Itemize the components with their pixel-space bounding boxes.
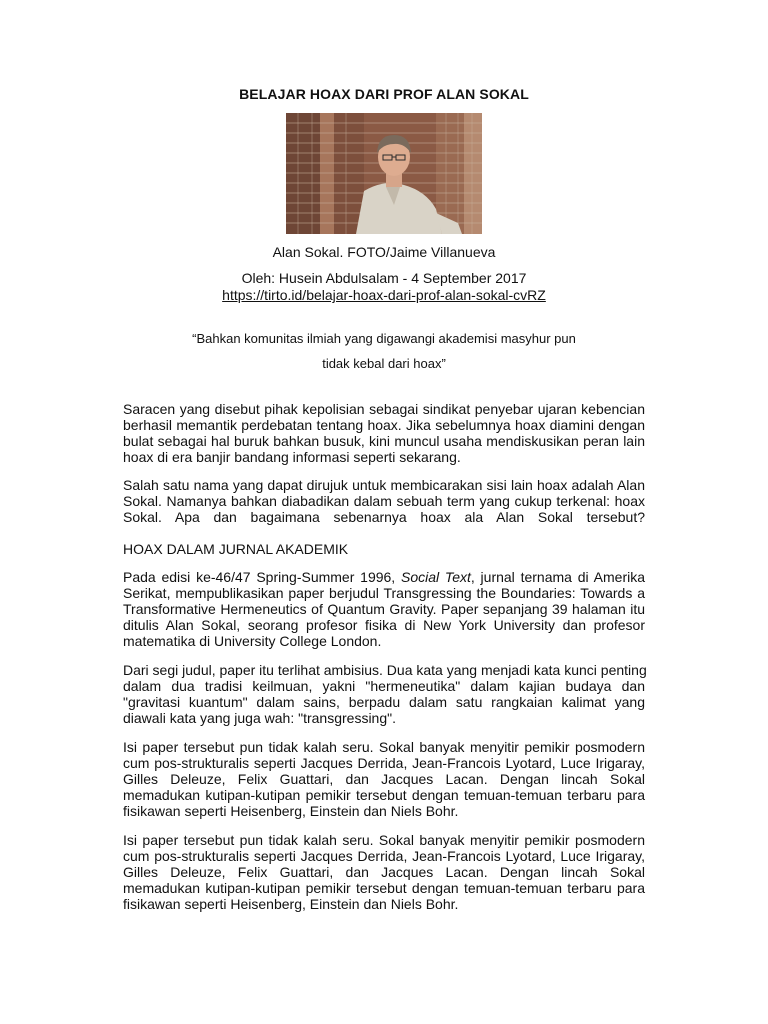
paragraph-line bbox=[123, 569, 645, 585]
source-link[interactable]: https://tirto.id/belajar-hoax-dari-prof-alan-sokal-cvRZ bbox=[222, 287, 546, 303]
paragraph-line: Salah satu nama yang dapat dirujuk untuk membicarakan sisi lain hoax adalah Alan bbox=[123, 477, 645, 493]
paragraph-line: Dari segi judul, paper itu terlihat ambisius. Dua kata yang menjadi kata kunci penting bbox=[123, 662, 647, 678]
paragraph-2 bbox=[123, 477, 645, 525]
paragraph-line: Sokal. Namanya bahkan diabadikan dalam sebuah term yang cukup terkenal: hoax bbox=[123, 493, 645, 509]
paragraph-line: memadukan kutipan-kutipan pemikir tersebut dengan temuan-temuan terbaru para bbox=[123, 787, 645, 803]
pull-quote-line-1: “Bahkan komunitas ilmiah yang digawangi akademisi masyhur pun bbox=[192, 331, 576, 346]
journal-name: Social Text bbox=[401, 569, 471, 585]
paragraph-4 bbox=[123, 662, 645, 726]
paragraph-5 bbox=[123, 739, 645, 819]
paragraph-line: ditulis Alan Sokal, seorang profesor fisika di New York University dan profesor bbox=[123, 617, 645, 633]
section-heading: HOAX DALAM JURNAL AKADEMIK bbox=[123, 541, 349, 557]
author-photo bbox=[286, 113, 482, 234]
paragraph-line: cum pos-strukturalis seperti Jacques Derrida, Jean-Francois Lyotard, Luce Irigaray, bbox=[123, 755, 645, 771]
paragraph-line: berhasil memantik perdebatan tentang hoax. Jika sebelumnya hoax diamini dengan bbox=[123, 417, 645, 433]
paragraph-line: memadukan kutipan-kutipan pemikir tersebut dengan temuan-temuan terbaru para bbox=[123, 880, 645, 896]
paragraph-line: "gravitasi kuantum" dalam sains, berpadu dalam satu rangkaian kalimat yang bbox=[123, 694, 645, 710]
article-title: BELAJAR HOAX DARI PROF ALAN SOKAL bbox=[239, 86, 529, 102]
paragraph-line: Serikat, mempublikasikan paper berjudul Transgressing the Boundaries: Towards a bbox=[123, 585, 645, 601]
paragraph-line: Isi paper tersebut pun tidak kalah seru. Sokal banyak menyitir pemikir posmodern bbox=[123, 832, 645, 848]
paragraph-6 bbox=[123, 832, 645, 912]
paragraph-line: bulat sebagai hal buruk bahkan busuk, kini muncul usaha mendiskusikan peran lain bbox=[123, 433, 645, 449]
paragraph-line: Gilles Deleuze, Felix Guattari, dan Jacques Lacan. Dengan lincah Sokal bbox=[123, 864, 645, 880]
byline: Oleh: Husein Abdulsalam - 4 September 2017 bbox=[241, 270, 527, 286]
pull-quote-line-2: tidak kebal dari hoax” bbox=[322, 356, 446, 371]
photo-caption: Alan Sokal. FOTO/Jaime Villanueva bbox=[272, 244, 496, 260]
paragraph-line: dalam dua tradisi keilmuan, yakni "hermeneutika" dalam kajian budaya dan bbox=[123, 678, 645, 694]
paragraph-line: fisikawan seperti Heisenberg, Einstein dan Niels Bohr. bbox=[123, 896, 459, 912]
paragraph-1 bbox=[123, 401, 645, 465]
paragraph-3 bbox=[123, 569, 645, 649]
text-run: Pada edisi ke-46/47 Spring-Summer 1996, bbox=[123, 569, 401, 585]
paragraph-line: matematika di University College London. bbox=[123, 633, 382, 649]
paragraph-line: Saracen yang disebut pihak kepolisian sebagai sindikat penyebar ujaran kebencian bbox=[123, 401, 645, 417]
paragraph-line: cum pos-strukturalis seperti Jacques Derrida, Jean-Francois Lyotard, Luce Irigaray, bbox=[123, 848, 645, 864]
text-run: , jurnal ternama di Amerika bbox=[470, 569, 645, 585]
paragraph-line: Gilles Deleuze, Felix Guattari, dan Jacques Lacan. Dengan lincah Sokal bbox=[123, 771, 645, 787]
paragraph-line: diawali kata yang juga wah: "transgressing". bbox=[123, 710, 396, 726]
paragraph-line: Transformative Hermeneutics of Quantum Gravity. Paper sepanjang 39 halaman itu bbox=[123, 601, 645, 617]
paragraph-line: Sokal. Apa dan bagaimana sebenarnya hoax ala Alan Sokal tersebut? bbox=[123, 509, 645, 525]
paragraph-line: hoax di era banjir bandang informasi seperti sekarang. bbox=[123, 449, 461, 465]
paragraph-line: Isi paper tersebut pun tidak kalah seru. Sokal banyak menyitir pemikir posmodern bbox=[123, 739, 645, 755]
paragraph-line: fisikawan seperti Heisenberg, Einstein dan Niels Bohr. bbox=[123, 803, 459, 819]
